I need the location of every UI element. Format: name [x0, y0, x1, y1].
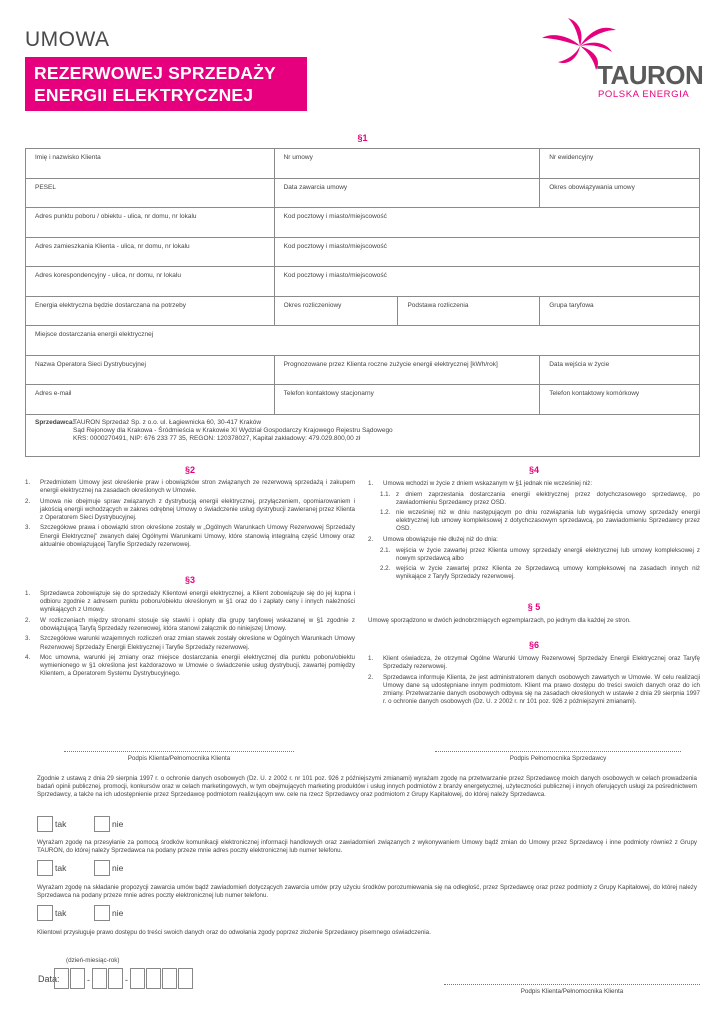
document-subtitle-line1: REZERWOWEJ SPRZEDAŻY [34, 63, 276, 83]
seller-address: TAURON Sprzedaż Sp. z o.o. ul. Łagiewnicka 60, 30-417 Kraków [73, 418, 262, 426]
field-contract-date[interactable]: Data zawarcia umowy [274, 178, 540, 208]
consent3-yes-checkbox[interactable] [37, 905, 53, 921]
field-start-date[interactable]: Data wejścia w życie [540, 355, 700, 385]
seller-label: Sprzedawca: [35, 418, 75, 426]
field-tariff-group[interactable]: Grupa taryfowa [540, 296, 700, 326]
date-month-digit1[interactable] [92, 968, 107, 989]
field-pesel[interactable]: PESEL [26, 178, 275, 208]
consent3-yes-label: tak [55, 908, 67, 918]
consent2-no-checkbox[interactable] [94, 860, 110, 876]
consent1-no-label: nie [112, 819, 124, 829]
field-home-postal[interactable]: Kod pocztowy i miasto/miejscowość [274, 237, 699, 267]
date-label: Data: [38, 974, 60, 984]
section6-body [368, 655, 700, 709]
field-correspondence-address[interactable]: Adres korespondencyjny - ulica, nr domu, nr lokalu [26, 267, 275, 297]
section3-item: 2. W rozliczeniach między stronami stosuje się stawki i opłaty dla grupy taryfowej wskazanej w §1 zgodnie z obowiązującą Taryfą Sprzedaży rezerwowej, która stanowi załącznik do niniejszej Umowy. [25, 616, 355, 632]
section4-heading: §4 [528, 465, 539, 475]
section5-heading: § 5 [527, 602, 541, 612]
section3-heading: §3 [184, 575, 195, 585]
field-email[interactable]: Adres e-mail [26, 385, 275, 415]
withdraw-consent-note: Klientowi przysługuje prawo dostępu do treści swoich danych oraz do odwołania zgody poprzez złożenie Sprzedawcy pisemnego oświadczenia. [37, 929, 431, 936]
brand-name: TAURON [597, 60, 704, 90]
field-contract-number[interactable]: Nr umowy [274, 149, 540, 179]
date-day-digit1[interactable] [54, 968, 69, 989]
field-energy-purpose[interactable]: Energia elektryczna będzie dostarczana na potrzeby [26, 296, 275, 326]
field-delivery-place[interactable]: Miejsce dostarczania energii elektrycznej [26, 326, 700, 356]
section2-body [25, 479, 355, 551]
section4-subitem: 2.2. wejścia w życie zawartej przez Klienta ze Sprzedawcą umowy kompleksowej na zasadach innych niż wynikające z Taryfy Sprzedaży rezerwowej. [380, 565, 700, 581]
field-billing-period[interactable]: Okres rozliczeniowy [274, 296, 398, 326]
seller-signature-line[interactable] [435, 751, 681, 752]
field-billing-basis[interactable]: Podstawa rozliczenia [398, 296, 540, 326]
section3-item: 1. Sprzedawca zobowiązuje się do sprzedaży Klientowi energii elektrycznej, a Klient zobowiązuje się do jej kupna i odbioru zgodnie z adresem punktu poboru/obiektu określonym w §1 oraz do i zapłaty ceny i innych należności wynikających z Umowy. [25, 590, 355, 614]
field-home-address[interactable]: Adres zamieszkania Klienta - ulica, nr domu, nr lokalu [26, 237, 275, 267]
field-client-name[interactable]: Imię i nazwisko Klienta [26, 149, 275, 179]
field-pod-postal[interactable]: Kod pocztowy i miasto/miejscowość [274, 208, 699, 238]
section2-item: 2. Umowa nie obejmuje spraw związanych z dystrybucją energii elektrycznej, przyłączeniem, opomiarowaniem i jakością energii wchodzących w zakres odrębnej Umowy o świadczenie usług dystrybucji zawieranej przez Klienta z Operatorem Sieci Dystrybucyjnej. [25, 497, 355, 521]
section2-item: 1. Przedmiotem Umowy jest określenie praw i obowiązków stron związanych ze rezerwową sprzedażą i zakupem energii elektrycznej na zasadach określonych w Umowie. [25, 479, 355, 495]
field-forecast-consumption[interactable]: Prognozowane przez Klienta roczne zużycie energii elektrycznej [kWh/rok] [274, 355, 540, 385]
section3-item: 4. Moc umowna, warunki jej zmiany oraz miejsce dostarczania energii elektrycznej dla punktu poboru/obiektu wymienionego w §1 określona jest każdorazowo w Umowie o świadczenie usług dystrybucji, zawartej pomiędzy Klientem, a Operatorem Systemu Dystrybucyjnego. [25, 654, 355, 678]
section6-item: 1. Klient oświadcza, że otrzymał Ogólne Warunki Umowy Rezerwowej Sprzedaży Energii Elektrycznej oraz Taryfę Sprzedaży rezerwowej. [368, 655, 700, 671]
section3-body [25, 590, 355, 681]
seller-registration: KRS: 0000270491, NIP: 676 233 77 35, REGON: 120378027, Kapitał zakładowy: 479.029.800,00 zł [73, 434, 361, 442]
seller-info [26, 414, 700, 456]
section5-body: Umowę sporządzono w dwóch jednobrzmiących egzemplarzach, po jednym dla każdej ze stron. [368, 617, 631, 624]
section4-subitem: 1.1. z dniem zaprzestania dostarczania energii elektrycznej przez dotychczasowego sprzedawcę, po zawiadomieniu Sprzedawcy przez OSD. [380, 490, 700, 506]
final-signature-line[interactable] [444, 984, 700, 985]
consent2-text: Wyrażam zgodę na przesyłanie za pomocą środków komunikacji elektronicznej informacji handlowych oraz zawiadomień związanych z wykonywaniem Umowy bądź zmian do Umowy przez Sprzedawcę i inne podmioty również z Grupy TAURON, do której należy Sprzedawca na podany przeze mnie adres poczty elektronicznej lub numer telefonu. [37, 839, 697, 855]
consent1-text: Zgodnie z ustawą z dnia 29 sierpnia 1997 r. o ochronie danych osobowych (Dz. U. z 2002 r. nr 101 poz. 926 z późniejszymi zmianami) wyrażam zgodę na przetwarzanie przez Sprzedawcę moich danych osobowych w celach prowadzenia badań opinii publicznej, promocji, konkursów oraz w celach marketingowych, w tym obejmujących marketing produktów i usług innych podmiotów z branży energetycznej, użyteczności publicznej i innych oferujących usługi za pośrednictwem Sprzedawcy, a także na ich udostępnienie przez Sprzedawcę podmiotom realizującym ww. cele na rzecz Sprzedawcy oraz podmiotom z Grupy Kapitałowej, do której należy Sprzedawca. [37, 775, 697, 799]
client-signature-line[interactable] [64, 751, 294, 752]
seller-court: Sąd Rejonowy dla Krakowa - Śródmieścia w Krakowie XI Wydział Gospodarczy Krajowego Rejestru Sądowego [73, 426, 393, 434]
section1-heading: §1 [357, 133, 368, 143]
field-contract-period[interactable]: Okres obowiązywania umowy [540, 178, 700, 208]
date-day-digit2[interactable] [70, 968, 85, 989]
section4-item: 2. Umowa obowiązuje nie dłużej niż do dnia: [368, 536, 498, 544]
consent1-yes-checkbox[interactable] [37, 816, 53, 832]
consent2-no-label: nie [112, 863, 124, 873]
section4-item: 1. Umowa wchodzi w życie z dniem wskazanym w §1 jednak nie wcześniej niż: [368, 480, 593, 487]
field-landline[interactable]: Telefon kontaktowy stacjonarny [274, 385, 540, 415]
client-data-table [25, 148, 700, 457]
consent3-no-checkbox[interactable] [94, 905, 110, 921]
date-month-digit2[interactable] [108, 968, 123, 989]
consent2-yes-label: tak [55, 863, 67, 873]
section4-subitem: 2.1. wejścia w życie zawartej przez Klienta umowy sprzedaży energii elektrycznej lub umowy kompleksowej z nowym sprzedawcą albo [380, 546, 700, 562]
consent3-no-label: nie [112, 908, 124, 918]
final-signature-label: Podpis Klienta/Pełnomocnika Klienta [520, 988, 624, 995]
date-year-digit2[interactable] [146, 968, 161, 989]
field-correspondence-postal[interactable]: Kod pocztowy i miasto/miejscowość [274, 267, 699, 297]
tauron-logo [540, 16, 710, 102]
consent1-no-checkbox[interactable] [94, 816, 110, 832]
date-format-hint: (dzień-miesiąc-rok) [66, 957, 120, 964]
consent3-text: Wyrażam zgodę na składanie propozycji zawarcia umów bądź zawiadomień dotyczących zawarcia umów przy użyciu środków porozumiewania się na odległość, przez Sprzedawcę oraz przez podmioty z Grupy Kapitałowej, do której należy Sprzedawca na podany przeze mnie adres poczty elektronicznej lub numer telefonu. [37, 884, 697, 900]
section6-item: 2. Sprzedawca informuje Klienta, że jest administratorem danych osobowych zawartych w Umowie. W celu realizacji Umowy dane są udostępniane innym podmiotom. Klient ma prawo dostępu do treści swoich danych oraz do ich zmiany. Przetwarzanie danych osobowych odbywa się na zasadach określonych w ustawie z dnia 29 sierpnia 1997 r. o ochronie danych osobowych (Dz. U. z 2002 r. nr 101 poz. 926 z późniejszymi zmianami). [368, 673, 700, 705]
consent1-yes-label: tak [55, 819, 67, 829]
field-osd-name[interactable]: Nazwa Operatora Sieci Dystrybucyjnej [26, 355, 275, 385]
consent2-yes-checkbox[interactable] [37, 860, 53, 876]
date-separator: - [87, 975, 90, 985]
section4-subitem: 1.2. nie wcześniej niż w dniu następującym po dniu rozwiązania lub wygaśnięcia umowy sprzedaży energii elektrycznej lub umowy kompleksowej z dotychczasowym sprzedawcą, po zawiadomieniu Sprzedawcy przez OSD. [380, 509, 700, 533]
date-year-digit4[interactable] [178, 968, 193, 989]
document-title: UMOWA [25, 28, 110, 51]
section4-body [368, 480, 700, 584]
date-year-digit3[interactable] [162, 968, 177, 989]
client-signature-label: Podpis Klienta/Pełnomocnika Klienta [127, 755, 231, 762]
field-pod-address[interactable]: Adres punktu poboru / obiektu - ulica, nr domu, nr lokalu [26, 208, 275, 238]
seller-signature-label: Podpis Pełnomocnika Sprzedawcy [509, 755, 607, 762]
field-mobile[interactable]: Telefon kontaktowy komórkowy [540, 385, 700, 415]
section6-heading: §6 [528, 640, 539, 650]
field-record-number[interactable]: Nr ewidencyjny [540, 149, 700, 179]
document-subtitle-line2: ENERGII ELEKTRYCZNEJ [34, 85, 254, 105]
date-year-digit1[interactable] [130, 968, 145, 989]
brand-subtitle: POLSKA ENERGIA [598, 89, 690, 100]
date-separator: - [125, 975, 128, 985]
section3-item: 3. Szczegółowe warunki wzajemnych rozliczeń oraz zmian stawek zostały określone w Ogólnych Warunkach Umowy Rezerwowej Sprzedaży Energii Elektrycznej i Taryfie Sprzedaży rezerwowej. [25, 635, 355, 651]
section2-item: 3. Szczegółowe prawa i obowiązki stron określone zostały w „Ogólnych Warunkach Umowy Rezerwowej Sprzedaży Energii Elektrycznej" zwanych dalej Ogólnymi Warunkami Umowy, które stanowią integralną część Umowy oraz aktualnie obowiązującej Taryfie Sprzedaży rezerwowej. [25, 524, 355, 548]
section2-heading: §2 [184, 465, 195, 475]
document-subtitle-box [25, 57, 307, 111]
